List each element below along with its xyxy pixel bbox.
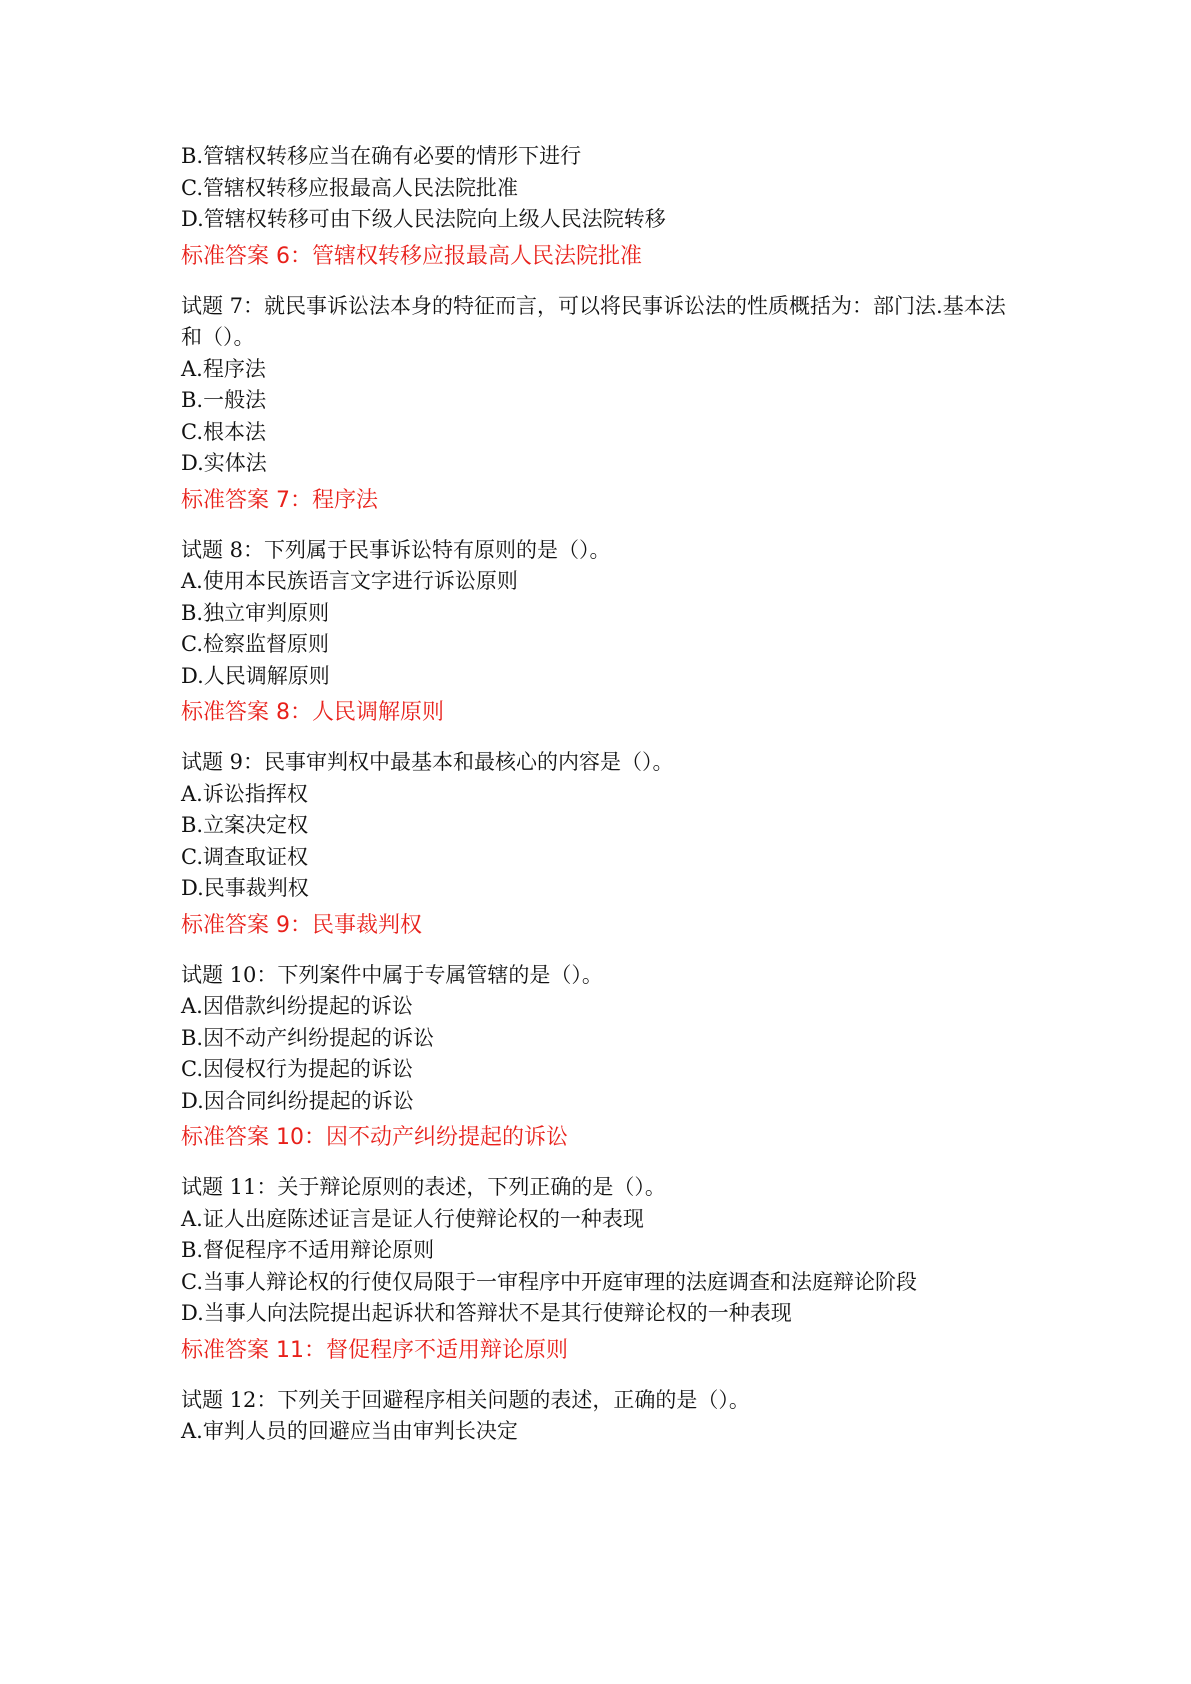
answer-line: 标准答案 8：人民调解原则 — [181, 700, 444, 725]
answer-line: 标准答案 9：民事裁判权 — [181, 912, 422, 938]
option-line: D.实体法 — [181, 451, 267, 475]
option-line: D.管辖权转移可由下级人民法院向上级人民法院转移 — [181, 207, 666, 231]
option-line: B.立案决定权 — [181, 813, 309, 837]
answer-line: 标准答案 11：督促程序不适用辩论原则 — [181, 1337, 568, 1363]
question-stem: 试题 7：就民事诉讼法本身的特征而言，可以将民事诉讼法的性质概括为：部门法.基本法和（）。 — [181, 293, 1006, 349]
option-line: D.当事人向法院提出起诉状和答辩状不是其行使辩论权的一种表现 — [181, 1301, 792, 1325]
option-line: A.诉讼指挥权 — [181, 781, 308, 806]
option-line: A.使用本民族语言文字进行诉讼原则 — [181, 569, 518, 593]
page-content — [181, 141, 1021, 1448]
option-line: B.管辖权转移应当在确有必要的情形下进行 — [181, 144, 582, 168]
option-line: A.证人出庭陈述证言是证人行使辩论权的一种表现 — [181, 1206, 644, 1231]
question-12 — [181, 1385, 1021, 1448]
answer-line: 标准答案 7：程序法 — [181, 487, 378, 513]
question-stem: 试题 10：下列案件中属于专属管辖的是（）。 — [181, 962, 603, 987]
question-stem: 试题 11：关于辩论原则的表述，下列正确的是（）。 — [181, 1175, 666, 1199]
question-10 — [181, 960, 1021, 1156]
option-line: B.督促程序不适用辩论原则 — [181, 1238, 435, 1262]
option-line: D.民事裁判权 — [181, 876, 309, 900]
question-8 — [181, 535, 1021, 731]
option-line: A.审判人员的回避应当由审判长决定 — [181, 1419, 518, 1443]
question-stem: 试题 9：民事审判权中最基本和最核心的内容是（）。 — [181, 750, 674, 774]
option-line: C.调查取证权 — [181, 844, 308, 869]
option-line: C.管辖权转移应报最高人民法院批准 — [181, 175, 518, 200]
option-line: A.因借款纠纷提起的诉讼 — [181, 994, 413, 1018]
option-line: C.因侵权行为提起的诉讼 — [181, 1057, 413, 1081]
question-9 — [181, 747, 1021, 943]
answer-line: 标准答案 10：因不动产纠纷提起的诉讼 — [181, 1125, 568, 1150]
question-stem: 试题 8：下列属于民事诉讼特有原则的是（）。 — [181, 537, 611, 562]
option-line: D.因合同纠纷提起的诉讼 — [181, 1088, 414, 1113]
option-line: B.因不动产纠纷提起的诉讼 — [181, 1025, 435, 1050]
option-line: C.根本法 — [181, 419, 266, 444]
option-line: B.独立审判原则 — [181, 600, 330, 625]
question-6-tail — [181, 141, 1021, 274]
answer-line: 标准答案 6：管辖权转移应报最高人民法院批准 — [181, 243, 642, 269]
option-line: B.一般法 — [181, 388, 267, 412]
question-stem: 试题 12：下列关于回避程序相关问题的表述，正确的是（）。 — [181, 1387, 750, 1412]
option-line: C.检察监督原则 — [181, 632, 329, 656]
option-line: A.程序法 — [181, 356, 266, 381]
option-line: D.人民调解原则 — [181, 663, 330, 688]
option-line: C.当事人辩论权的行使仅局限于一审程序中开庭审理的法庭调查和法庭辩论阶段 — [181, 1269, 917, 1294]
question-7 — [181, 291, 1021, 518]
question-11 — [181, 1172, 1021, 1368]
